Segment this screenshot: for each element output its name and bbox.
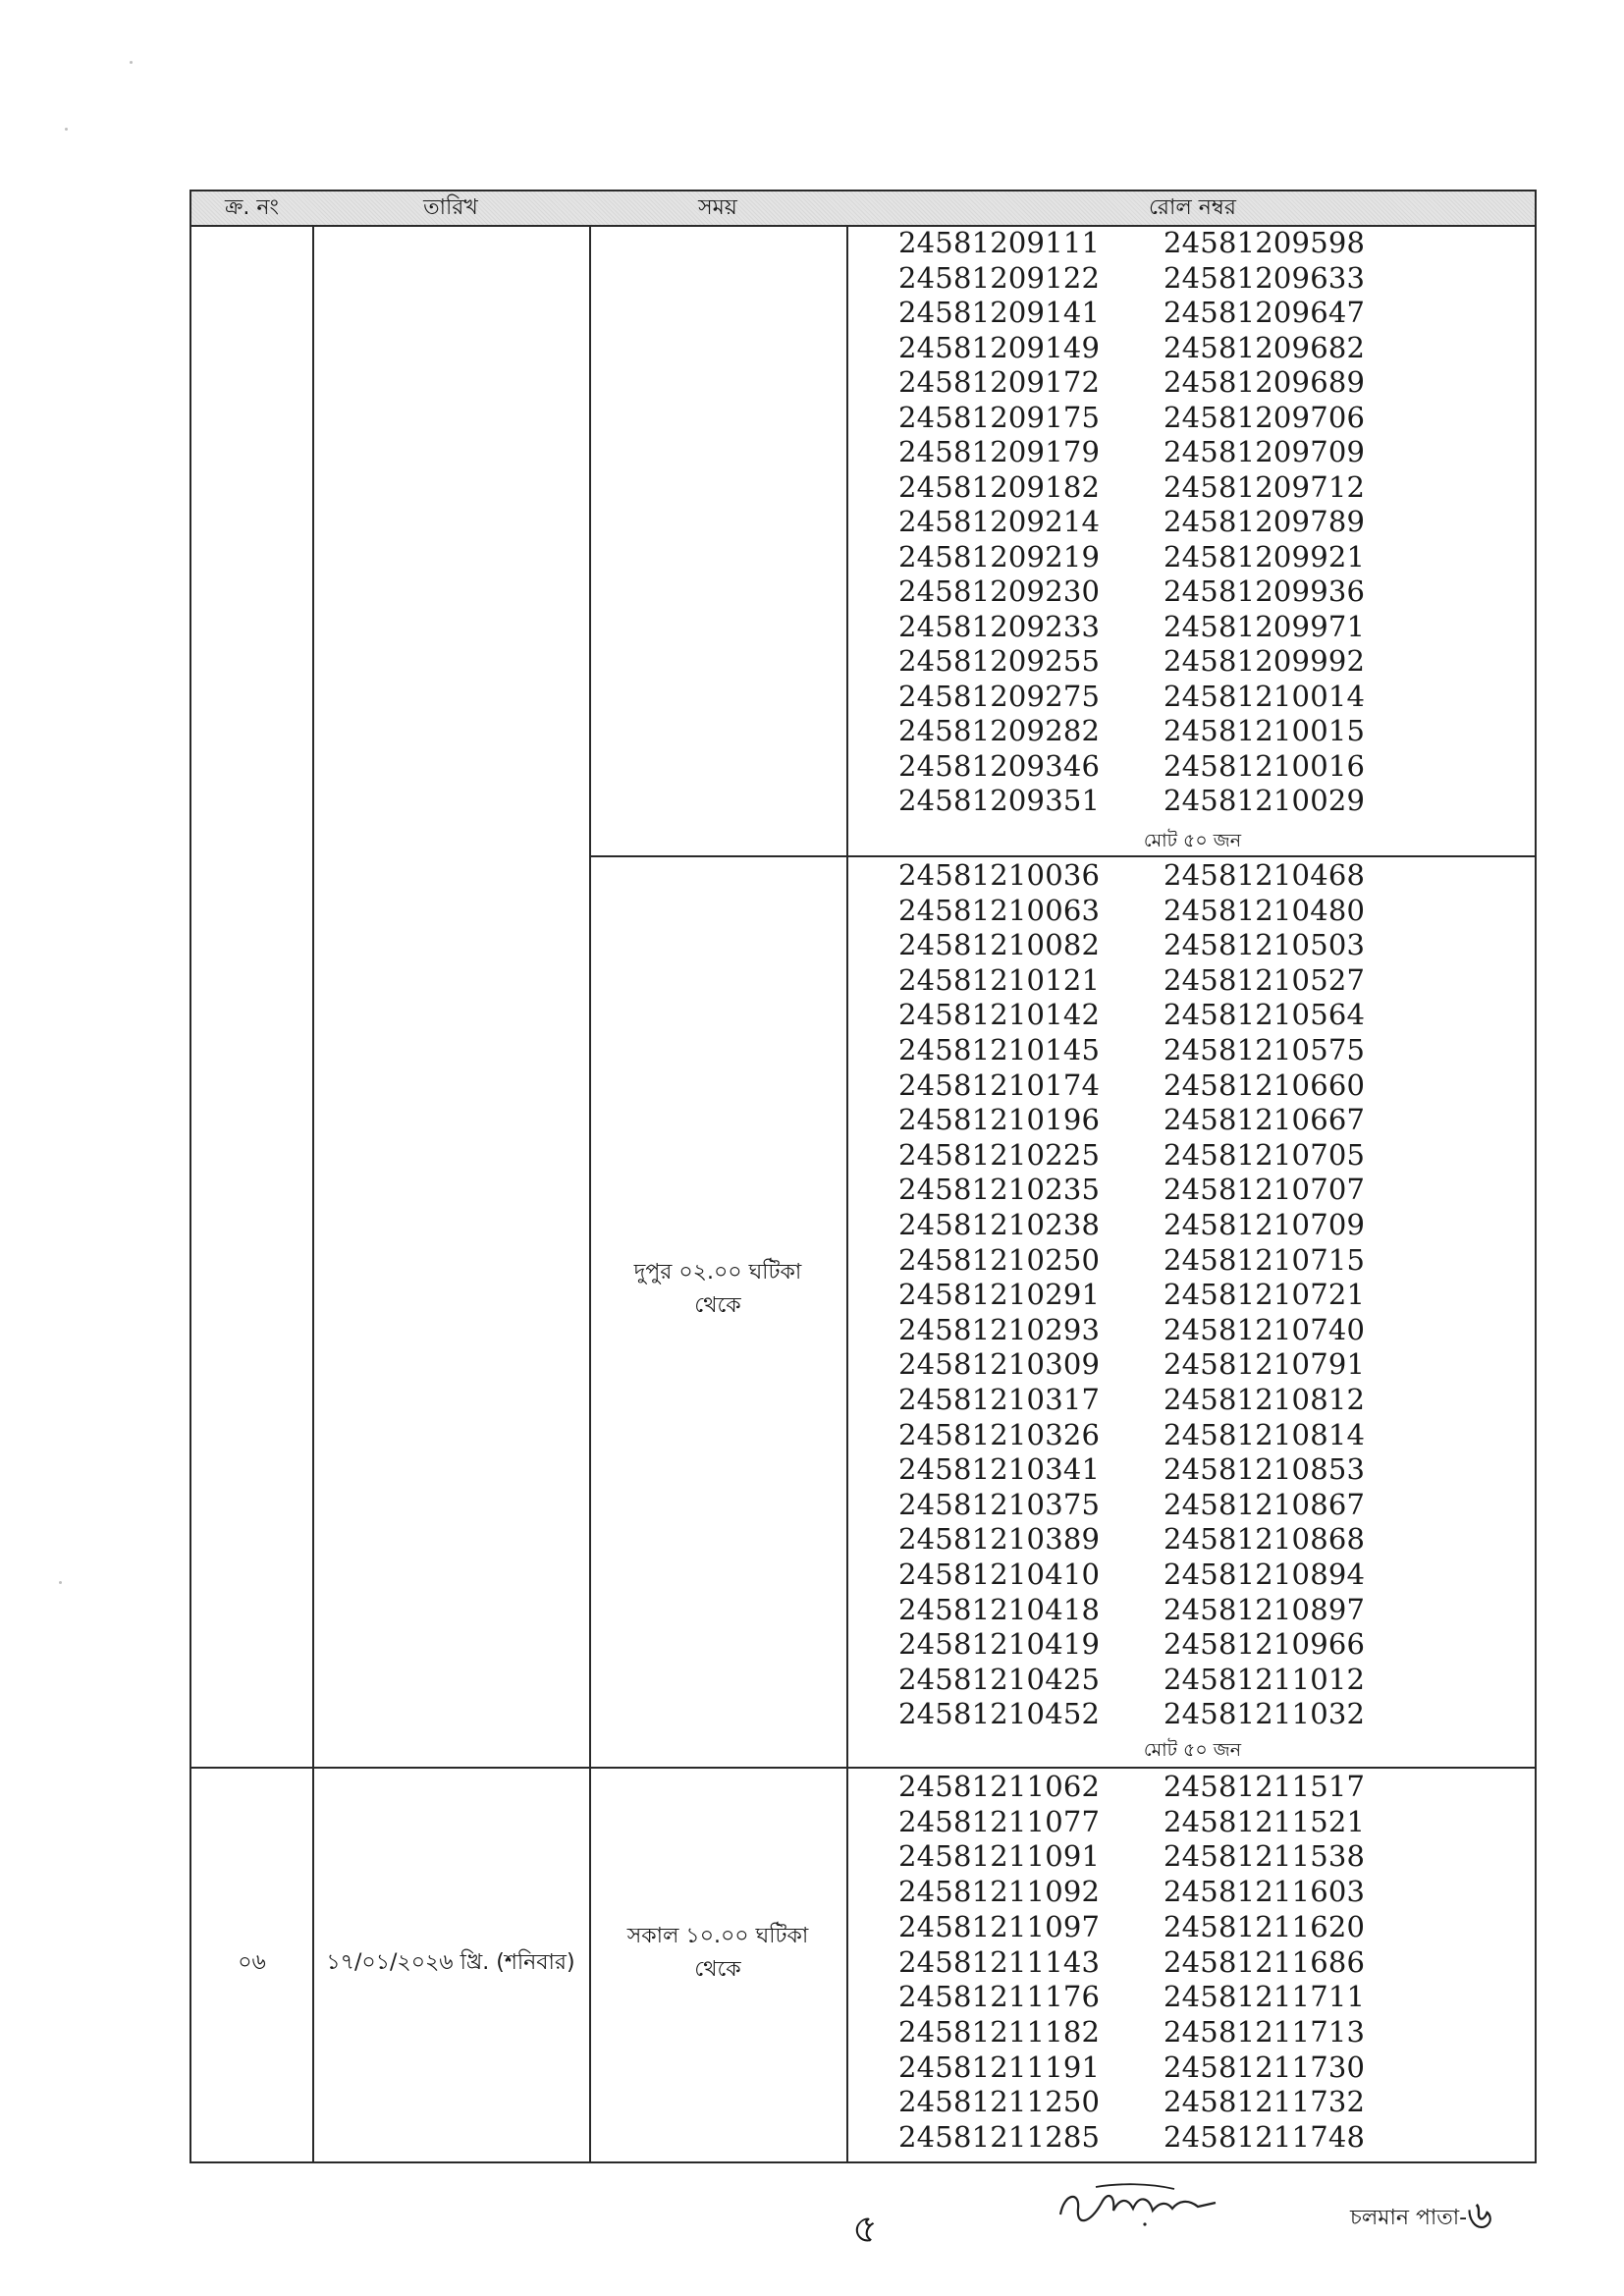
roll-number: 24581209141: [898, 296, 1101, 329]
roll-number: 24581210667: [1164, 1103, 1366, 1137]
roll-number: 24581209992: [1164, 644, 1366, 678]
roll-number: 24581211250: [898, 2085, 1101, 2119]
roll-number: 24581211620: [1164, 1909, 1366, 1943]
roll-number: 24581211062: [898, 1770, 1101, 1803]
roll-number: 24581210707: [1164, 1173, 1366, 1207]
roll-number: 24581209219: [898, 539, 1101, 574]
time-line: থেকে: [694, 1957, 741, 1982]
roll-number: 24581210174: [898, 1067, 1101, 1102]
roll-number: 24581209275: [898, 679, 1101, 713]
roll-number: 24581209789: [1164, 505, 1366, 538]
roll-number: 24581211603: [1164, 1875, 1366, 1909]
exam-date: ১৭/০১/২০২৬ খ্রি. (শনিবার): [326, 1950, 575, 1975]
roll-number: 24581211091: [898, 1839, 1101, 1874]
roll-block-1: [191, 225, 1535, 855]
roll-number: 24581210375: [898, 1487, 1101, 1521]
roll-number: 24581209647: [1164, 296, 1366, 329]
roll-number: 24581211182: [898, 2014, 1101, 2049]
roll-number: 24581209682: [1164, 330, 1366, 364]
roll-number: 24581209633: [1164, 260, 1366, 295]
roll-number: 24581209921: [1164, 539, 1366, 574]
time-line: সকাল ১০.০০ ঘটিকা: [626, 1924, 809, 1948]
roll-number: 24581210291: [898, 1278, 1101, 1312]
roll-number: 24581210425: [898, 1662, 1101, 1696]
time-line: দুপুর ০২.০০ ঘটিকা: [633, 1260, 802, 1285]
roll-number: 24581210721: [1164, 1278, 1366, 1312]
roll-number: 24581209230: [898, 574, 1101, 608]
roll-number: 24581211732: [1164, 2085, 1366, 2119]
roll-number: 24581210709: [1164, 1208, 1366, 1241]
roll-number: 24581210121: [898, 962, 1101, 997]
roll-number: 24581210419: [898, 1627, 1101, 1662]
roll-number: 24581210036: [898, 858, 1101, 892]
serial-number: ০৬: [238, 1950, 266, 1975]
roll-number: 24581210715: [1164, 1242, 1366, 1277]
roll-number: 24581209282: [898, 714, 1101, 747]
roll-number: 24581210317: [898, 1383, 1101, 1416]
roll-number: 24581210293: [898, 1312, 1101, 1346]
roll-number: 24581210082: [898, 928, 1101, 962]
roll-number: 24581209706: [1164, 400, 1366, 434]
roll-number: 24581211517: [1164, 1770, 1366, 1803]
roll-number: 24581210250: [898, 1242, 1101, 1277]
roll-number: 24581211285: [898, 2120, 1101, 2154]
scan-speck: [130, 61, 133, 64]
roll-number: 24581209214: [898, 505, 1101, 538]
roll-number: 24581210029: [1164, 784, 1366, 817]
roll-number: 24581210389: [898, 1522, 1101, 1557]
roll-number: 24581210812: [1164, 1383, 1366, 1416]
roll-number: 24581210660: [1164, 1067, 1366, 1102]
scan-speck: [59, 1581, 62, 1584]
header-roll: রোল নম্বর: [1149, 194, 1236, 220]
roll-number: 24581210575: [1164, 1033, 1366, 1066]
signature: [1051, 2173, 1222, 2232]
time-line: থেকে: [694, 1293, 741, 1318]
running-page-number: ৬: [1467, 2193, 1493, 2238]
time-slot-afternoon: [589, 1256, 846, 1323]
roll-number: 24581210868: [1164, 1522, 1366, 1557]
roll-number: 24581210468: [1164, 858, 1366, 892]
roll-number: 24581209182: [898, 469, 1101, 504]
running-page-indicator: [1350, 2184, 1492, 2250]
roll-number: 24581209149: [898, 330, 1101, 364]
roll-number: 24581211176: [898, 1980, 1101, 2014]
table-header-row: [191, 191, 1535, 227]
header-date: তারিখ: [423, 194, 478, 220]
roll-number: 24581211521: [1164, 1804, 1366, 1838]
roll-number: 24581210341: [898, 1452, 1101, 1487]
roll-number: 24581209179: [898, 435, 1101, 468]
roll-number: 24581210452: [898, 1697, 1101, 1731]
roll-number: 24581209689: [1164, 365, 1366, 399]
roll-number: 24581211538: [1164, 1839, 1366, 1874]
roll-number: 24581211748: [1164, 2120, 1366, 2154]
roll-number: 24581210142: [898, 998, 1101, 1032]
roll-number: 24581209233: [898, 609, 1101, 643]
roll-number: 24581210225: [898, 1137, 1101, 1172]
total-count: মোট ৫০ জন: [1143, 830, 1242, 851]
roll-number: 24581211686: [1164, 1944, 1366, 1979]
roll-number: 24581211730: [1164, 2050, 1366, 2084]
roll-number: 24581210418: [898, 1592, 1101, 1626]
roll-number: 24581210853: [1164, 1452, 1366, 1487]
roll-number: 24581209111: [898, 226, 1101, 259]
roll-number: 24581210326: [898, 1417, 1101, 1451]
roll-number: 24581209936: [1164, 574, 1366, 608]
roll-number: 24581210894: [1164, 1558, 1366, 1591]
time-slot-morning: [589, 1920, 846, 1987]
page-number: ৫: [852, 2207, 878, 2252]
roll-number: 24581210410: [898, 1558, 1101, 1591]
total-count: মোট ৫০ জন: [1143, 1739, 1242, 1761]
roll-number: 24581211711: [1164, 1980, 1366, 2014]
roll-number: 24581210527: [1164, 962, 1366, 997]
roll-number: 24581211012: [1164, 1662, 1366, 1696]
roll-number: 24581210015: [1164, 714, 1366, 747]
roll-number: 24581210063: [898, 893, 1101, 927]
scan-speck: [65, 128, 68, 131]
roll-block-2: [191, 857, 1535, 1767]
roll-number: 24581209122: [898, 260, 1101, 295]
roll-number: 24581210016: [1164, 748, 1366, 783]
roll-number: 24581211713: [1164, 2014, 1366, 2049]
roll-number: 24581209712: [1164, 469, 1366, 504]
roll-number: 24581210309: [898, 1347, 1101, 1382]
roll-number: 24581210196: [898, 1103, 1101, 1137]
roll-number: 24581210564: [1164, 998, 1366, 1032]
roll-number: 24581210966: [1164, 1627, 1366, 1662]
header-serial: ক্র. নং: [225, 194, 279, 220]
roll-number: 24581209971: [1164, 609, 1366, 643]
roll-number: 24581211191: [898, 2050, 1101, 2084]
roll-number: 24581210791: [1164, 1347, 1366, 1382]
roll-number: 24581209346: [898, 748, 1101, 783]
roll-number: 24581210867: [1164, 1487, 1366, 1521]
running-page-label: চলমান পাতা-: [1350, 2206, 1468, 2230]
roll-number: 24581210480: [1164, 893, 1366, 927]
roll-number: 24581211032: [1164, 1697, 1366, 1731]
roll-number: 24581210235: [898, 1173, 1101, 1207]
roll-number: 24581210897: [1164, 1592, 1366, 1626]
roll-number: 24581211092: [898, 1875, 1101, 1909]
roll-number: 24581209255: [898, 644, 1101, 678]
roll-number: 24581210503: [1164, 928, 1366, 962]
roll-number: 24581209172: [898, 365, 1101, 399]
roll-number: 24581211077: [898, 1804, 1101, 1838]
roll-schedule-table: [189, 190, 1537, 2163]
header-time: সময়: [698, 194, 737, 220]
roll-number: 24581209598: [1164, 226, 1366, 259]
roll-number: 24581210145: [898, 1033, 1101, 1066]
roll-number: 24581210705: [1164, 1137, 1366, 1172]
roll-number: 24581210014: [1164, 679, 1366, 713]
roll-number: 24581211097: [898, 1909, 1101, 1943]
roll-number: 24581210238: [898, 1208, 1101, 1241]
roll-block-3: [191, 1769, 1535, 2165]
roll-number: 24581209175: [898, 400, 1101, 434]
roll-number: 24581210814: [1164, 1417, 1366, 1451]
roll-number: 24581211143: [898, 1944, 1101, 1979]
roll-number: 24581210740: [1164, 1312, 1366, 1346]
roll-number: 24581209709: [1164, 435, 1366, 468]
roll-number: 24581209351: [898, 784, 1101, 817]
